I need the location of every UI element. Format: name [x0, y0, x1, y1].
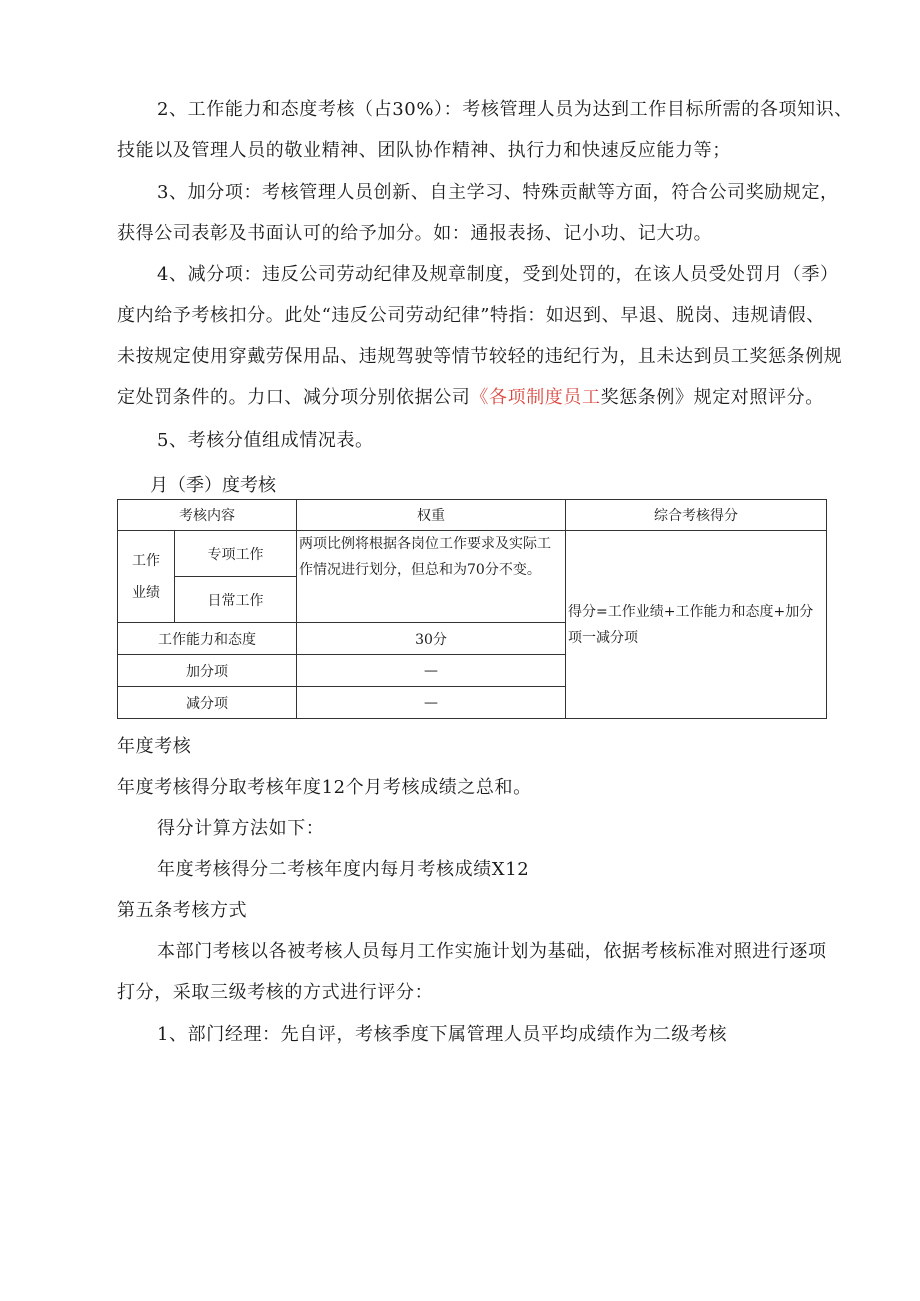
paragraph-3-line-2: 获得公司表彰及书面认可的给予加分。如：通报表扬、记小功、记大功。	[117, 223, 713, 244]
deduction-label-cell: 减分项	[118, 687, 297, 719]
header-weight: 权重	[297, 500, 566, 531]
paragraph-4-line-1: 4、减分项：违反公司劳动纪律及规章制度，受到处罚的，在该人员受处罚月（季）	[157, 264, 839, 285]
article-5-line-2: 打分，采取三级考核的方式进行评分：	[117, 982, 434, 1003]
bonus-weight-cell: —	[297, 655, 566, 687]
ability-weight-cell: 30分	[297, 623, 566, 655]
daily-work-cell: 日常工作	[175, 577, 297, 623]
table-header-row	[118, 500, 827, 531]
composite-formula-cell: 得分=工作业绩+工作能力和态度+加分项一减分项	[566, 531, 827, 719]
table-caption: 月（季）度考核	[150, 475, 276, 496]
paragraph-4-line-4-start: 定处罚条件的。力口、减分项分别依据公司	[117, 387, 471, 408]
score-composition-table	[117, 499, 827, 719]
paragraph-4-line-3: 未按规定使用穿戴劳保用品、违规驾驶等情节较轻的违纪行为，且未达到员工奖惩条例规	[117, 346, 843, 367]
annual-line-1: 年度考核得分取考核年度12个月考核成绩之总和。	[117, 777, 532, 798]
article-5-heading: 第五条考核方式	[117, 900, 248, 921]
performance-label: 工作业绩	[132, 552, 160, 601]
performance-weight-cell: 两项比例将根据各岗位工作要求及实际工作情况进行划分，但总和为70分不变。	[297, 531, 566, 623]
performance-label-cell	[118, 531, 175, 623]
article-5-line-1: 本部门考核以各被考核人员每月工作实施计划为基础，依据考核标准对照进行逐项	[157, 941, 827, 962]
special-work-cell: 专项工作	[175, 531, 297, 577]
paragraph-4-line-2: 度内给予考核扣分。此处“违反公司劳动纪律”特指：如迟到、早退、脱岗、违规请假、	[117, 305, 825, 326]
paragraph-5: 5、考核分值组成情况表。	[157, 430, 374, 451]
header-composite-score: 综合考核得分	[566, 500, 827, 531]
header-content: 考核内容	[118, 500, 297, 531]
ability-label-cell: 工作能力和态度	[118, 623, 297, 655]
annual-line-2: 得分计算方法如下：	[157, 818, 325, 839]
paragraph-2-line-1: 2、工作能力和态度考核（占30%）：考核管理人员为达到工作目标所需的各项知识、	[157, 99, 853, 120]
annual-heading: 年度考核	[117, 736, 192, 757]
paragraph-4-line-4	[117, 386, 824, 410]
deduction-weight-cell: —	[297, 687, 566, 719]
regulation-title-highlight: 《各项制度员工	[470, 387, 601, 408]
table-row	[118, 531, 827, 577]
article-5-line-3: 1、部门经理：先自评，考核季度下属管理人员平均成绩作为二级考核	[157, 1024, 728, 1045]
paragraph-4-line-4-end: 奖惩条例》规定对照评分。	[600, 387, 824, 408]
paragraph-2-line-2: 技能以及管理人员的敬业精神、团队协作精神、执行力和快速反应能力等；	[117, 140, 731, 161]
bonus-label-cell: 加分项	[118, 655, 297, 687]
annual-formula: 年度考核得分二考核年度内每月考核成绩X12	[157, 859, 530, 880]
paragraph-3-line-1: 3、加分项：考核管理人员创新、自主学习、特殊贡献等方面，符合公司奖励规定，	[157, 182, 839, 203]
